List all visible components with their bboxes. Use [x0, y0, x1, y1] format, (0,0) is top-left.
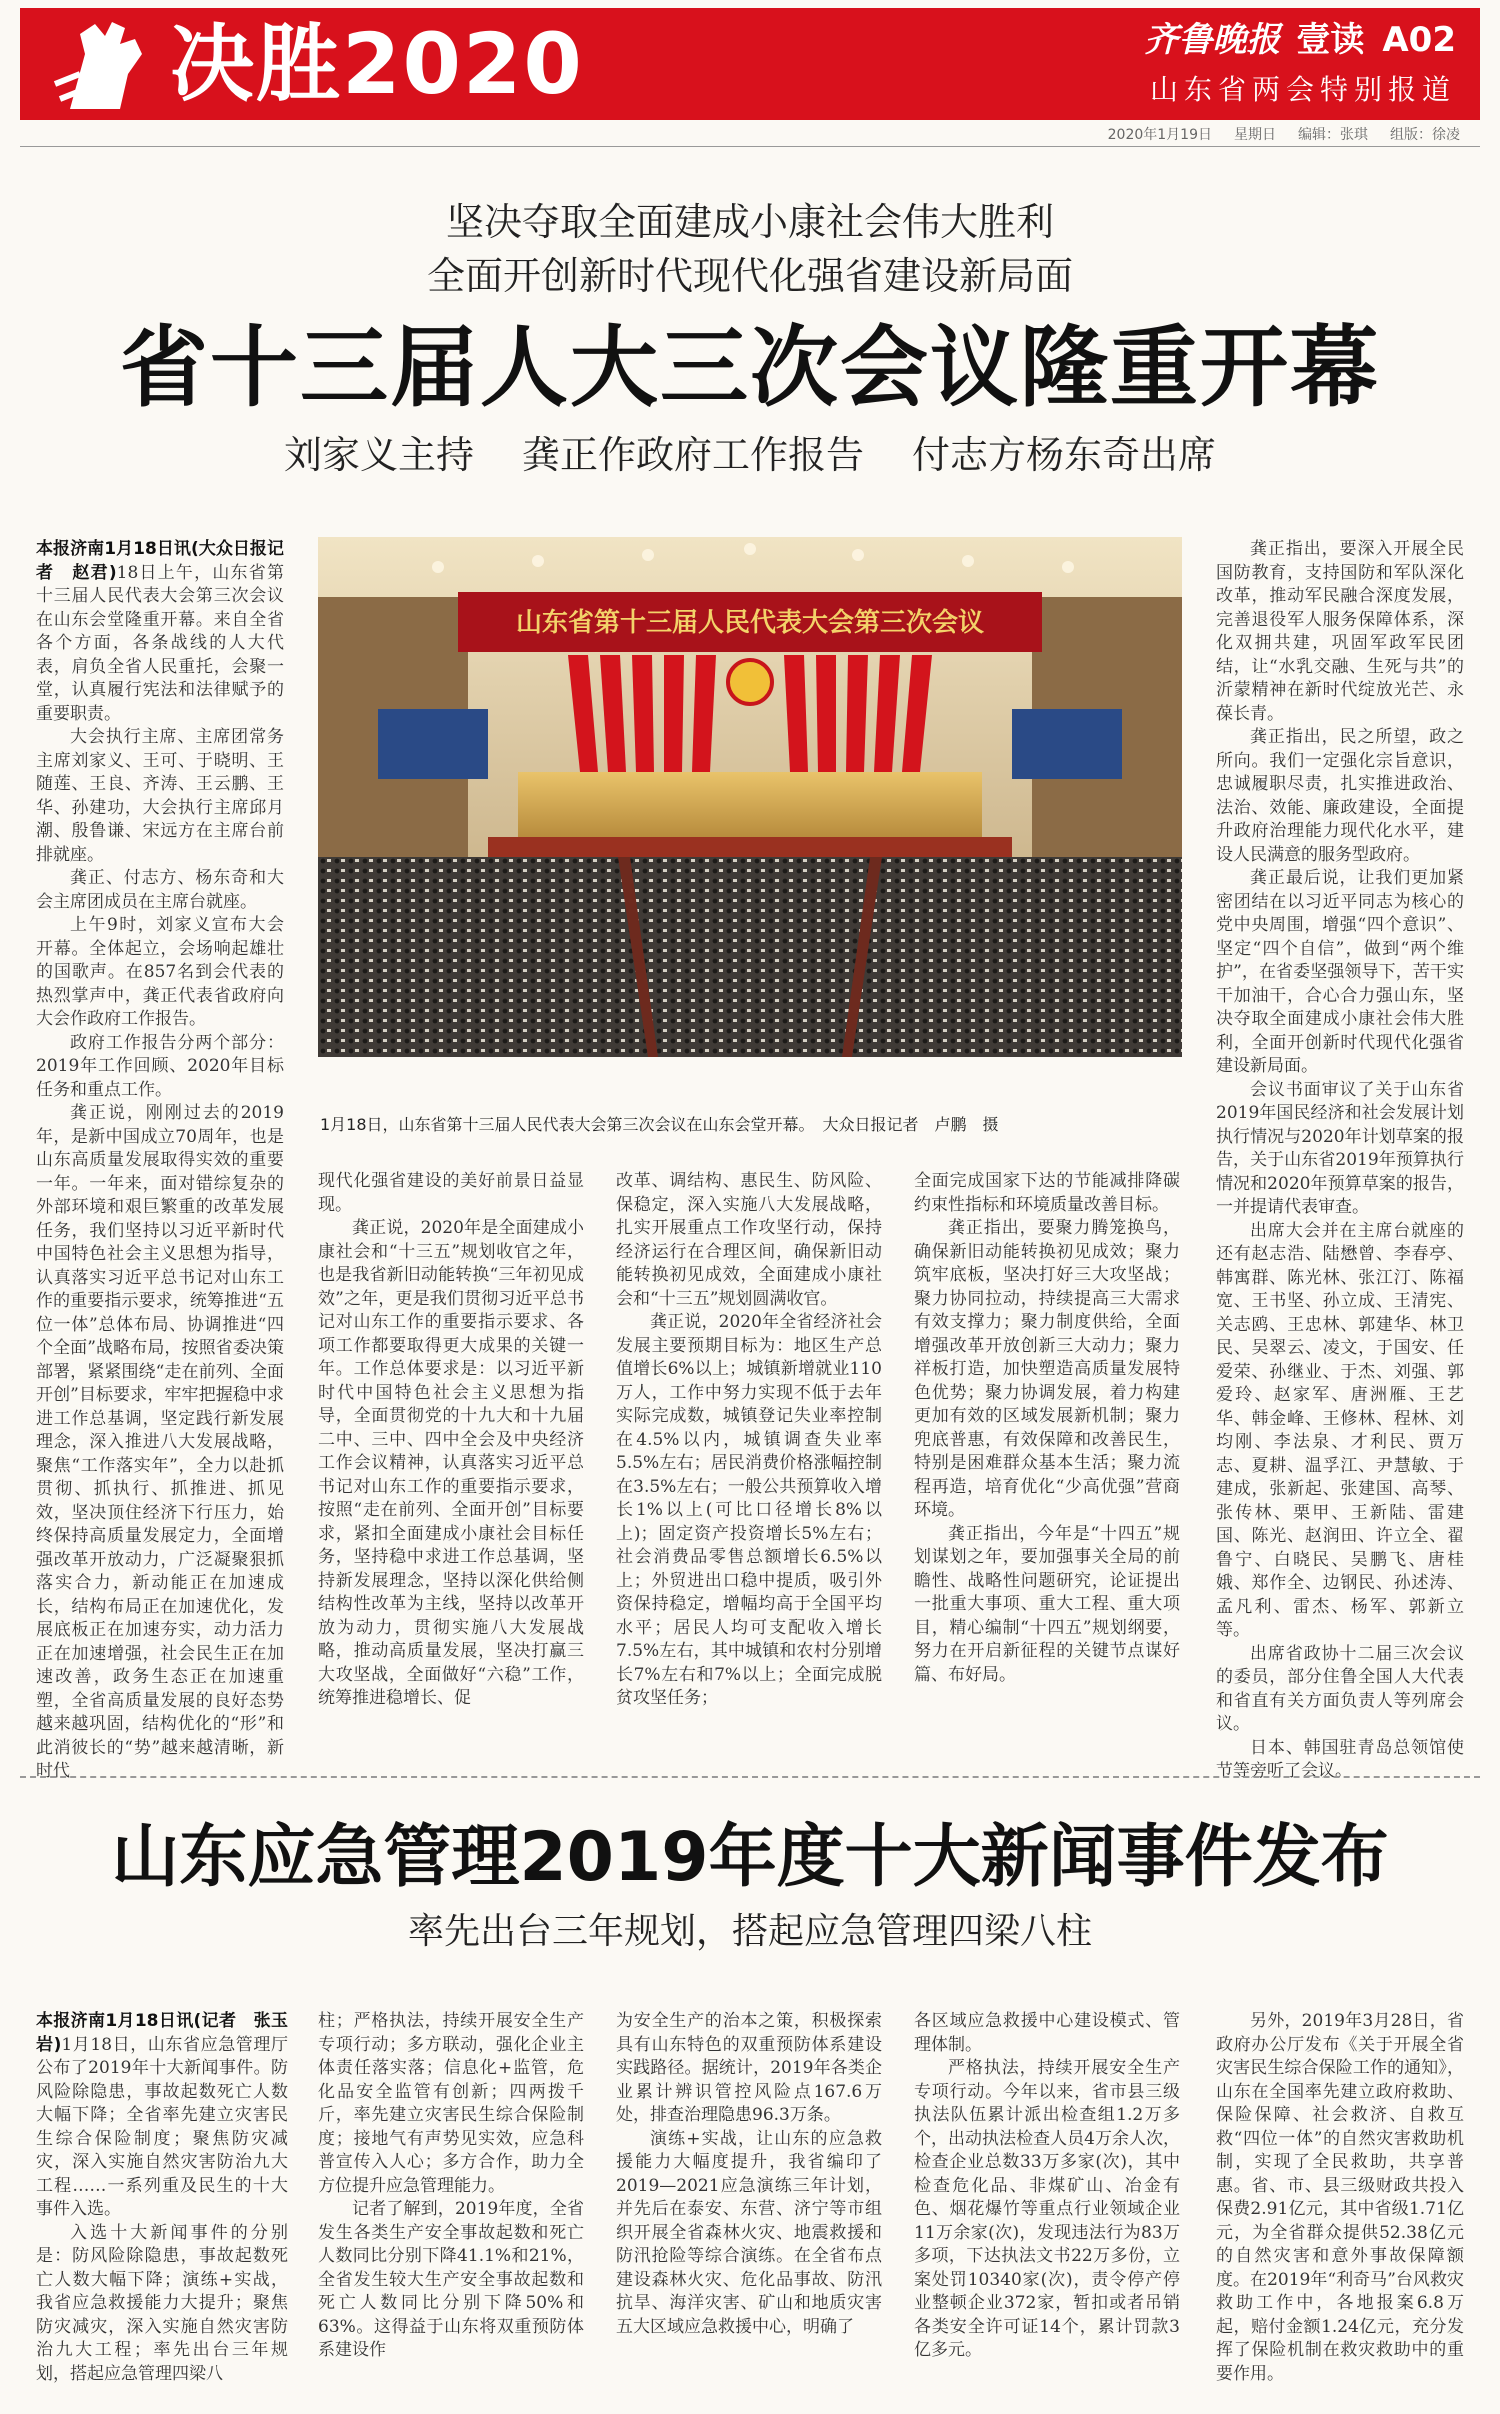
paragraph: 上午9时，刘家义宣布大会开幕。全体起立，会场响起雄壮的国歌声。在857名到会代表的热烈掌声中，龚正代表省政府向大会作政府工作报告。: [36, 915, 284, 1029]
section-name: 壹读: [1296, 20, 1365, 60]
news-photo-assembly-hall: [318, 537, 1182, 1057]
article1-column-5: [1216, 538, 1464, 1781]
raised-fist-icon: [50, 14, 160, 114]
article2-column-1: [36, 2010, 288, 2400]
paragraph: 1月18日，山东省应急管理厅公布了2019年十大新闻事件。防风险除隐患，事故起数死亡人数大幅下降；全省率先建立灾害民生综合保险制度；聚焦防灾减灾，深入实施自然灾害防治九大工程……一系列重及民生的十大事件入选。: [36, 2034, 288, 2219]
paragraph: 18日上午，山东省第十三届人民代表大会第三次会议在山东会堂隆重开幕。来自全省各个方面，各条战线的人大代表，肩负全省人民重托，会聚一堂，认真履行宪法和法律赋予的重要职责。: [36, 562, 284, 724]
article1-deck: [0, 430, 1500, 480]
paragraph: 记者了解到，2019年度，全省发生各类生产安全事故起数和死亡人数同比分别下降41.1%和21%，全省发生较大生产安全事故起数和死亡人数同比分别下降50%和63%。这得益于山东将双重预防体系建设作: [318, 2199, 584, 2360]
article2-column-4: [914, 2010, 1180, 2400]
paragraph: 龚正指出，民之所望，政之所向。我们一定强化宗旨意识，忠诚履职尽责，扎实推进政治、法治、效能、廉政建设，全面提升政府治理能力现代化水平，建设人民满意的服务型政府。: [1216, 727, 1464, 865]
paragraph: 大会执行主席、主席团常务主席刘家义、王可、于晓明、王随莲、王良、齐涛、王云鹏、王华、孙建功，大会执行主席邱月潮、殷鲁谦、宋远方在主席台前排就座。: [36, 727, 284, 865]
paragraph: 柱；严格执法，持续开展安全生产专项行动；多方联动，强化企业主体责任落实落；信息化+监管，危化品安全监管有创新；四两拨千斤，率先建立灾害民生综合保险制度；接地气有声势见实效，应急科普宣传入人心；多方合作，助力全方位提升应急管理能力。: [318, 2011, 584, 2196]
paragraph: 严格执法，持续开展安全生产专项行动。今年以来，省市县三级执法队伍累计派出检查组1.2万多个，出动执法检查人员4万余人次，检查企业总数33万多家(次)，其中检查危化品、非煤矿山、冶金有色、烟花爆竹等重点行业领域企业11万余家(次)，发现违法行为83万多项，下达执法文书22万多份，立案处罚10340家(次)，责令停产停业整顿企业372家，暂扣或者吊销各类安全许可证14个，累计罚款3亿多元。: [914, 2058, 1180, 2360]
article1-headline: 省十三届人大三次会议隆重开幕: [119, 316, 1380, 419]
assembly-hall-illustration: [318, 537, 1182, 1057]
layout-credit: 组版：徐凌: [1390, 127, 1460, 143]
section-divider: [20, 1776, 1480, 1778]
paragraph: 龚正说，刚刚过去的2019年，是新中国成立70周年，也是山东高质量发展取得实效的重要一年。一年来，面对错综复杂的外部环境和艰巨繁重的改革发展任务，我们坚持以习近平新时代中国特色社会主义思想为指导，认真落实习近平总书记对山东工作的重要指示要求，统筹推进“五位一体”总体布局、协调推进“四个全面”战略布局，按照省委决策部署，紧紧围绕“走在前列、全面开创”目标要求，牢牢把握稳中求进工作总基调，坚定践行新发展理念，深入推进八大发展战略，聚焦“工作落实年”，全力以赴抓贯彻、抓执行、抓推进、抓见效，坚决顶住经济下行压力，始终保持高质量发展定力，全面增强改革开放动力，广泛凝聚狠抓落实合力，新动能正在加速成长，结构布局正在加速优化，发展底板正在加速夯实，动力活力正在加速增强，社会民生正在加速改善，政务生态正在加速重塑，全省高质量发展的良好态势越来越巩固，结构优化的“形”和此消彼长的“势”越来越清晰，新时代: [36, 1103, 284, 1781]
editor-credit: 编辑：张琪: [1298, 127, 1368, 143]
paragraph: 龚正最后说，让我们更加紧密团结在以习近平同志为核心的党中央周围，增强“四个意识”、坚定“四个自信”，做到“两个维护”，在省委坚强领导下，苦干实干加油干，合心合力强山东，坚决夺取全面建成小康社会伟大胜利，全面开创新时代现代化强省建设新局面。: [1216, 868, 1464, 1076]
paragraph: 为安全生产的治本之策，积极探索具有山东特色的双重预防体系建设实践路径。据统计，2019年各类企业累计辨识管控风险点167.6万处，排查治理隐患96.3万条。: [616, 2011, 882, 2125]
paragraph: 龚正指出，要深入开展全民国防教育，支持国防和军队深化改革，推动军民融合深度发展，完善退役军人服务保障体系，深化双拥共建，巩固军政军民团结，让“水乳交融、生死与共”的沂蒙精神在新时代绽放光芒、永葆长青。: [1216, 539, 1464, 724]
article1-column-2: [318, 1170, 584, 1736]
stage-banner-text: 山东省第十三届人民代表大会第三次会议: [515, 608, 985, 638]
article1-column-3: [616, 1170, 882, 1736]
article2-column-5: [1216, 2010, 1464, 2400]
masthead-subtitle: 山东省两会特别报道: [1149, 73, 1456, 106]
article2-headline: 山东应急管理2019年度十大新闻事件发布: [111, 1818, 1389, 1897]
paragraph: 另外，2019年3月28日，省政府办公厅发布《关于开展全省灾害民生综合保险工作的通知》，山东在全国率先建立政府救助、保险保障、社会救济、自救互救“四位一体”的自然灾害救助机制，实现了全民救助，共享普惠。省、市、县三级财政共投入保费2.91亿元，其中省级1.71亿元，为全省群众提供52.38亿元的自然灾害和意外事故保障额度。在2019年“利奇马”台风救灾救助工作中，各地报案6.8万起，赔付金额1.24亿元，充分发挥了保险机制在救灾救助中的重要作用。: [1216, 2011, 1464, 2384]
deck-item: 刘家义主持: [283, 433, 474, 477]
masthead-info: [1144, 18, 1456, 110]
paragraph: 日本、韩国驻青岛总领馆使节等旁听了会议。: [1216, 1737, 1464, 1781]
header-divider: [20, 146, 1480, 147]
paragraph: 改革、调结构、惠民生、防风险、保稳定，深入实施八大发展战略，扎实开展重点工作攻坚行动，保持经济运行在合理区间，确保新旧动能转换初见成效，全面建成小康社会和“十三五”规划圆满收官。: [616, 1171, 882, 1309]
paragraph: 会议书面审议了关于山东省2019年国民经济和社会发展计划执行情况与2020年计划草案的报告，关于山东省2019年预算执行情况和2020年预算草案的报告，一并提请代表审查。: [1216, 1079, 1464, 1217]
paper-name: 齐鲁晚报: [1144, 20, 1281, 60]
photo-caption: 1月18日，山东省第十三届人民代表大会第三次会议在山东会堂开幕。 大众日报记者 卢鹏 摄: [320, 1115, 999, 1134]
paragraph: 全面完成国家下达的节能减排降碳约束性指标和环境质量改善目标。: [914, 1171, 1180, 1215]
article2-deck: 率先出台三年规划，搭起应急管理四梁八柱: [407, 1911, 1092, 1952]
masthead-banner: [20, 8, 1480, 120]
paragraph: 出席省政协十二届三次会议的委员，部分住鲁全国人大代表和省直有关方面负责人等列席会议。: [1216, 1643, 1464, 1734]
paragraph: 现代化强省建设的美好前景日益显现。: [318, 1171, 584, 1215]
article1-subhead-1: 坚决夺取全面建成小康社会伟大胜利: [445, 200, 1054, 244]
article2-column-2: [318, 2010, 584, 2400]
paragraph: 龚正指出，要聚力腾笼换鸟，确保新旧动能转换初见成效；聚力筑牢底板，坚决打好三大攻坚战；聚力协同拉动，持续提高三大需求有效支撑力；聚力制度供给，全面增强改革开放创新三大动力；聚力祥板打造，加快塑造高质量发展特色优势；聚力协调发展，着力构建更加有效的区域发展新机制；聚力兜底普惠，有效保障和改善民生，特别是困难群众基本生活；聚力流程再造，培育优化“少高优强”营商环境。: [914, 1218, 1180, 1520]
paragraph: 演练+实战，让山东的应急救援能力大幅度提升，我省编印了2019—2021应急演练三年计划，并先后在泰安、东营、济宁等市组织开展全省森林火灾、地震救援和防汛抢险等综合演练。在全省布点建设森林火灾、危化品事故、防汛抗旱、海洋灾害、矿山和地质灾害五大区域应急救援中心，明确了: [616, 2128, 882, 2337]
masthead-title: 决胜2020: [170, 15, 584, 113]
paragraph: 入选十大新闻事件的分别是：防风险除隐患，事故起数死亡人数大幅下降；演练+实战，我省应急救援能力大提升；聚焦防灾减灾，深入实施自然灾害防治九大工程；率先出台三年规划，搭起应急管理四梁八: [36, 2222, 288, 2384]
deck-item: 付志方杨东奇出席: [912, 433, 1217, 477]
article2-byline: 本报济南1月18日讯(记者 张玉岩): [36, 2011, 288, 2055]
article1-byline: 本报济南1月18日讯(大众日报记者 赵君): [36, 539, 284, 583]
paragraph: 龚正说，2020年是全面建成小康社会和“十三五”规划收官之年，也是我省新旧动能转换“三年初见成效”之年，更是我们贯彻习近平总书记对山东工作的重要指示要求、各项工作都要取得更大成果的关键一年。工作总体要求是：以习近平新时代中国特色社会主义思想为指导，全面贯彻党的十九大和十九届二中、三中、四中全会及中央经济工作会议精神，认真落实习近平总书记对山东工作的重要指示要求，按照“走在前列、全面开创”目标要求，紧扣全面建成小康社会目标任务，坚持稳中求进工作总基调，坚持新发展理念，坚持以深化供给侧结构性改革为主线，坚持以改革开放为动力，贯彻实施八大发展战略，推动高质量发展，坚决打赢三大攻坚战，全面做好“六稳”工作，统筹推进稳增长、促: [318, 1218, 584, 1708]
article1-column-1: [36, 538, 284, 1781]
issue-weekday: 星期日: [1234, 127, 1276, 143]
issue-meta: [1086, 124, 1460, 144]
paragraph: 龚正指出，今年是“十四五”规划谋划之年，要加强事关全局的前瞻性、战略性问题研究，论证提出一批重大事项、重大工程、重大项目，精心编制“十四五”规划纲要，努力在开启新征程的关键节点谋好篇、布好局。: [914, 1523, 1180, 1685]
article2-column-3: [616, 2010, 882, 2400]
paragraph: 出席大会并在主席台就座的还有赵志浩、陆懋曾、李春亭、韩寓群、陈光林、张江汀、陈福宽、王书坚、孙立成、王清宪、关志鸥、王忠林、郭建华、林卫民、吴翠云、凌文，于国安、任爱荣、孙继业、于杰、刘强、郭爱玲、赵家军、唐洲雁、王艺华、韩金峰、王修林、程林、刘均刚、李法泉、才利民、贾万志、夏耕、温孚江、尹慧敏、于建成，张新起、张建国、高琴、张传林、栗甲、王新陆、雷建国、陈光、赵润田、许立全、翟鲁宁、白晓民、吴鹏飞、唐桂娥、郑作全、边钢民、孙述涛、孟凡利、雷杰、杨军、郭新立等。: [1216, 1220, 1464, 1640]
issue-date: 2020年1月19日: [1107, 127, 1212, 143]
paragraph: 各区域应急救援中心建设模式、管理体制。: [914, 2011, 1180, 2055]
page-number: A02: [1382, 20, 1456, 60]
article1-column-4: [914, 1170, 1180, 1736]
paragraph: 政府工作报告分两个部分：2019年工作回顾、2020年目标任务和重点工作。: [36, 1032, 284, 1100]
article1-subhead-2: 全面开创新时代现代化强省建设新局面: [426, 254, 1073, 298]
paragraph: 龚正说，2020年全省经济社会发展主要预期目标为：地区生产总值增长6%以上；城镇新增就业110万人，工作中努力实现不低于去年实际完成数，城镇登记失业率控制在4.5%以内，城镇调查失业率5.5%左右；居民消费价格涨幅控制在3.5%左右；一般公共预算收入增长1%以上(可比口径增长8%以上)；固定资产投资增长5%左右；社会消费品零售总额增长6.5%以上；外贸进出口稳中提质，吸引外资保持稳定，增幅均高于全国平均水平；居民人均可支配收入增长7.5%左右，其中城镇和农村分别增长7%左右和7%以上；全面完成脱贫攻坚任务；: [616, 1312, 882, 1708]
paragraph: 龚正、付志方、杨东奇和大会主席团成员在主席台就座。: [36, 868, 284, 912]
deck-item: 龚正作政府工作报告: [521, 433, 864, 477]
